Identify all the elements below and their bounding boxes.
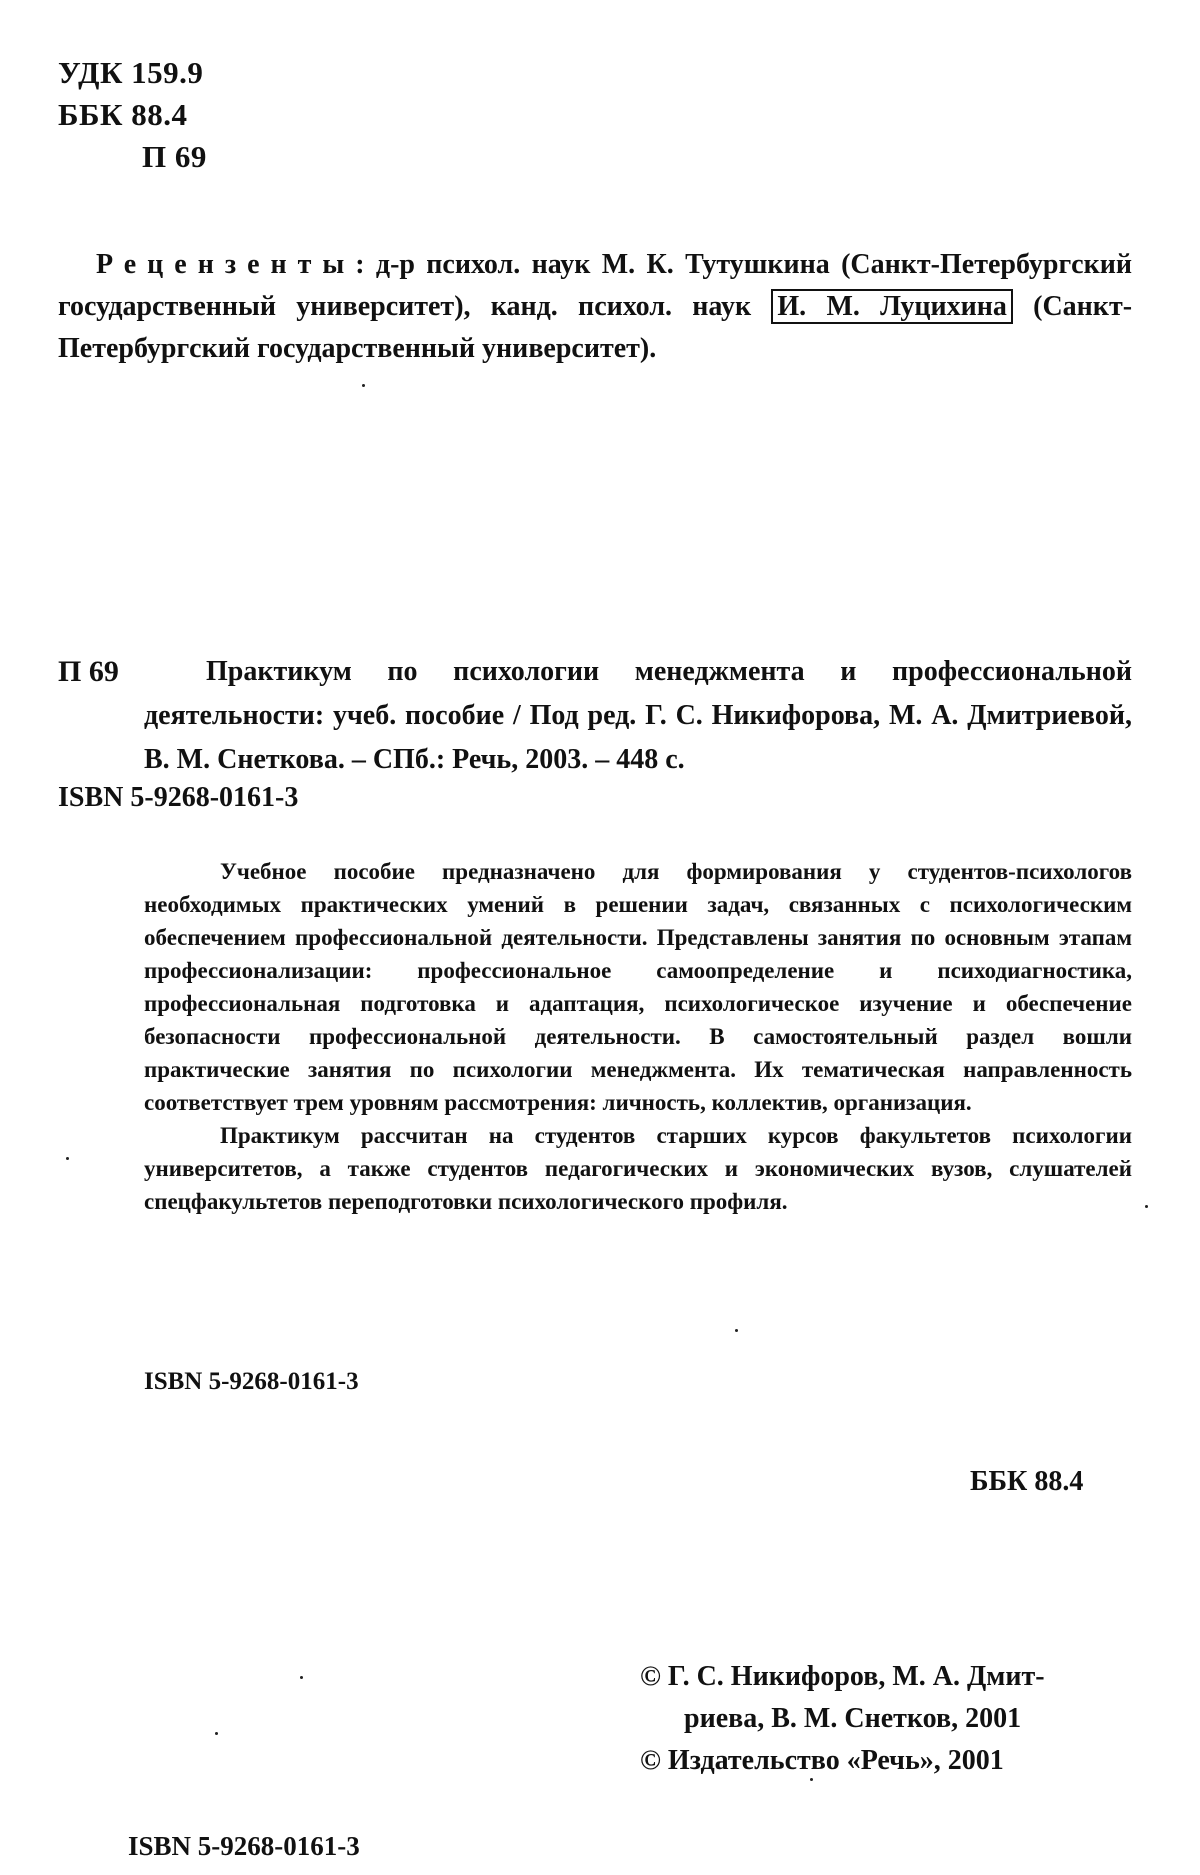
scan-speck: [362, 384, 365, 387]
reviewers-text-2: (Санкт-Петербургский государственный университет).: [58, 291, 1133, 364]
annotation: [144, 855, 1132, 1218]
annotation-paragraph-2: Практикум рассчитан на студентов старших курсов факультетов психологии университетов, а также студентов педагогических и экономических вузов, слушателей спецфакультетов переподготовки психологического профиля.: [144, 1123, 1132, 1214]
classification-block: [58, 52, 207, 178]
scan-speck: [215, 1732, 218, 1735]
copyright-line-1: © Г. С. Никифоров, М. А. Дмит-: [640, 1661, 1045, 1692]
scan-speck: [300, 1676, 303, 1679]
scan-speck: [735, 1329, 738, 1332]
reviewers-label: Рецензенты: [96, 249, 356, 280]
catalog-code: П 69: [58, 655, 119, 688]
scan-speck: [810, 1778, 813, 1781]
copyright-line-2: риева, В. М. Снетков, 2001: [684, 1703, 1022, 1734]
scan-speck: [1145, 1205, 1148, 1208]
copyright-block: [640, 1656, 1140, 1782]
catalog-entry: [144, 650, 1132, 782]
reviewer-boxed-name: И. М. Луцихина: [771, 289, 1012, 324]
bbk-code: ББК 88.4: [58, 97, 188, 132]
catalog-entry-text: Практикум по психологии менеджмента и профессиональной деятельности: учеб. пособие / Под ред. Г. С. Никифорова, М. А. Дмитриевой, В. М. Снеткова. – СПб.: Речь, 2003. – 448 с.: [144, 656, 1132, 775]
reviewers-text-1: : д-р психол. наук М. К. Тутушкина (Санкт-Петербургский государственный университет), канд. психол. наук: [58, 249, 1132, 322]
isbn-main: ISBN 5-9268-0161-3: [58, 782, 299, 813]
udk-code: УДК 159.9: [58, 55, 204, 90]
isbn-bottom: ISBN 5-9268-0161-3: [128, 1831, 360, 1861]
scan-speck: [66, 1157, 69, 1160]
author-mark: П 69: [142, 139, 207, 174]
isbn-secondary: ISBN 5-9268-0161-3: [144, 1368, 359, 1395]
reviewers-paragraph: [58, 244, 1132, 370]
bbk-right: ББК 88.4: [970, 1466, 1084, 1497]
annotation-paragraph-1: Учебное пособие предназначено для формирования у студентов-психологов необходимых практических умений в решении задач, связанных с психологическим обеспечением профессиональной деятельности. Представлены занятия по основным этапам профессионализации: профессиональное самоопределение и психодиагностика, профессиональная подготовка и адаптация, психологическое изучение и обеспечение безопасности профессиональной деятельности. В самостоятельный раздел вошли практические занятия по психологии менеджмента. Их тематическая направленность соответствует трем уровням рассмотрения: личность, коллектив, организация.: [144, 859, 1132, 1115]
copyright-line-3: © Издательство «Речь», 2001: [640, 1745, 1004, 1776]
